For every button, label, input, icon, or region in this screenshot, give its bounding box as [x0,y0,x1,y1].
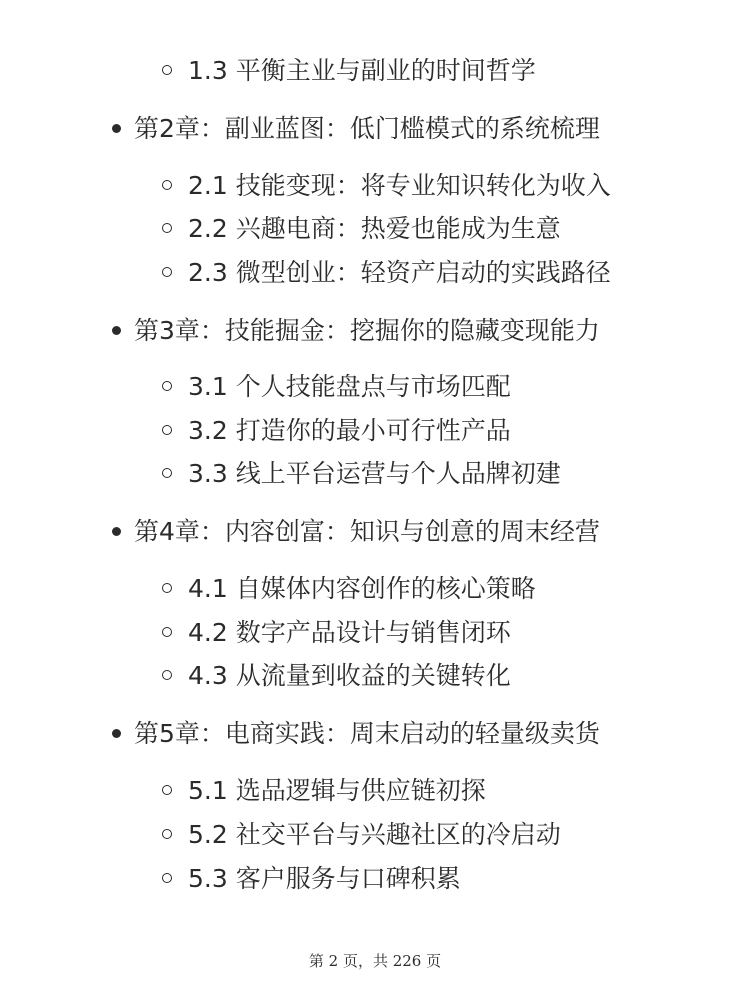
toc-section-label: 1.3 平衡主业与副业的时间哲学 [188,56,536,85]
toc-section-label: 2.3 微型创业：轻资产启动的实践路径 [188,258,611,287]
filled-bullet-icon [112,527,121,536]
hollow-bullet-icon [162,627,172,637]
toc-section-label: 3.3 线上平台运营与个人品牌初建 [188,459,561,488]
toc-section-label: 5.3 客户服务与口碑积累 [188,864,461,893]
toc-chapter-title: 第3章：技能掘金：挖掘你的隐藏变现能力 [134,316,600,345]
hollow-bullet-icon [162,468,172,478]
hollow-bullet-icon [162,670,172,680]
hollow-bullet-icon [162,223,172,233]
toc-section-label: 4.3 从流量到收益的关键转化 [188,661,511,690]
toc-section-label: 3.2 打造你的最小可行性产品 [188,416,511,445]
toc-chapter-title: 第2章：副业蓝图：低门槛模式的系统梳理 [134,114,600,143]
toc-section-label: 4.1 自媒体内容创作的核心策略 [188,574,536,603]
hollow-bullet-icon [162,267,172,277]
toc-section-label: 4.2 数字产品设计与销售闭环 [188,618,511,647]
page-number-footer: 第 2 页，共 226 页 [308,952,442,970]
hollow-bullet-icon [162,785,172,795]
toc-chapter-title: 第4章：内容创富：知识与创意的周末经营 [134,517,600,546]
hollow-bullet-icon [162,583,172,593]
hollow-bullet-icon [162,65,172,75]
hollow-bullet-icon [162,180,172,190]
toc-section-label: 3.1 个人技能盘点与市场匹配 [188,372,511,401]
filled-bullet-icon [112,729,121,738]
hollow-bullet-icon [162,425,172,435]
hollow-bullet-icon [162,829,172,839]
hollow-bullet-icon [162,873,172,883]
filled-bullet-icon [112,124,121,133]
filled-bullet-icon [112,326,121,335]
toc-section-label: 5.1 选品逻辑与供应链初探 [188,776,486,805]
hollow-bullet-icon [162,381,172,391]
toc-section-label: 2.1 技能变现：将专业知识转化为收入 [188,171,611,200]
toc-section-label: 2.2 兴趣电商：热爱也能成为生意 [188,214,561,243]
toc-chapter-title: 第5章：电商实践：周末启动的轻量级卖货 [134,719,600,748]
toc-section-label: 5.2 社交平台与兴趣社区的冷启动 [188,820,561,849]
